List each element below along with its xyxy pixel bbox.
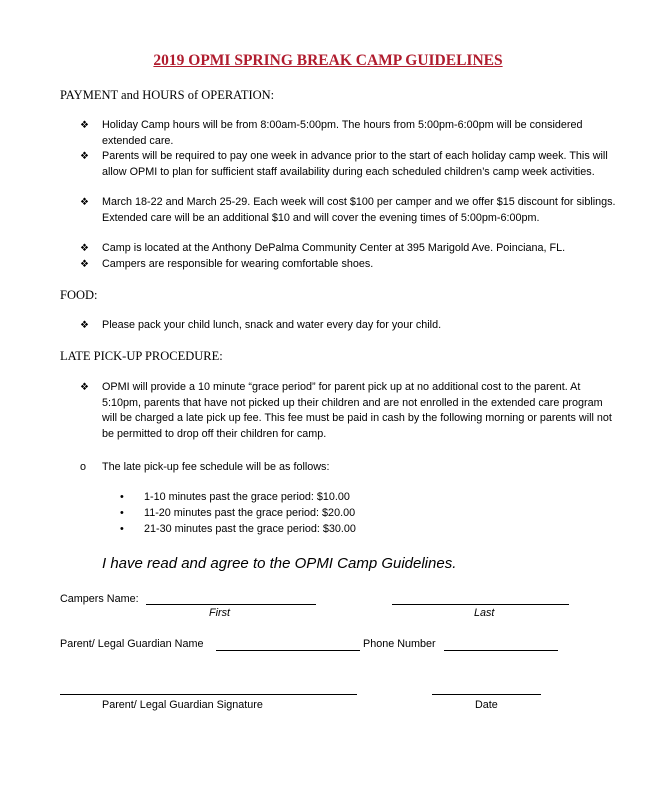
fee-item: • 11-20 minutes past the grace period: $20.00	[120, 506, 355, 522]
last-name-field[interactable]	[392, 604, 569, 605]
phone-number-field[interactable]	[444, 650, 558, 651]
diamond-bullet-icon: ❖	[80, 151, 89, 162]
section-heading-food: FOOD:	[60, 288, 98, 302]
last-caption: Last	[474, 607, 495, 619]
agreement-statement: I have read and agree to the OPMI Camp Guidelines.	[102, 555, 457, 572]
section-heading-late-pickup: LATE PICK-UP PROCEDURE:	[60, 349, 223, 363]
diamond-bullet-icon: ❖	[80, 259, 89, 270]
filled-circle-icon: •	[120, 523, 124, 535]
date-label: Date	[475, 699, 498, 711]
diamond-bullet-icon: ❖	[80, 197, 89, 208]
page-title: 2019 OPMI SPRING BREAK CAMP GUIDELINES	[153, 52, 503, 69]
filled-circle-icon: •	[120, 491, 124, 503]
fee-item: • 1-10 minutes past the grace period: $10.00	[120, 490, 350, 506]
list-item: ❖ Please pack your child lunch, snack and water every day for your child.	[80, 318, 620, 334]
fee-schedule-intro: o The late pick-up fee schedule will be as follows:	[80, 460, 329, 476]
phone-number-label: Phone Number	[363, 638, 436, 650]
diamond-bullet-icon: ❖	[80, 243, 89, 254]
list-item: ❖ Campers are responsible for wearing comfortable shoes.	[80, 257, 620, 273]
list-item: ❖ OPMI will provide a 10 minute “grace period” for parent pick up at no additional cost to the parent. At 5:10pm, parents that have not picked up their children and are not enrolled in the extended care program will be charged a late pick up fee. This fee must be paid in cash by the following morning or parents will not be permitted to drop off their children for camp.	[80, 380, 620, 442]
section-heading-payment: PAYMENT and HOURS of OPERATION:	[60, 88, 275, 102]
list-item: ❖ Parents will be required to pay one week in advance prior to the start of each holiday camp week. This will allow OPMI to plan for sufficient staff availability during each scheduled children’s camp week activities.	[80, 149, 620, 180]
hollow-circle-icon: o	[80, 461, 87, 473]
signature-field[interactable]	[60, 694, 357, 695]
first-caption: First	[209, 607, 230, 619]
signature-label: Parent/ Legal Guardian Signature	[102, 699, 263, 711]
campers-name-label: Campers Name:	[60, 593, 139, 605]
diamond-bullet-icon: ❖	[80, 382, 89, 393]
list-item: ❖ March 18-22 and March 25-29. Each week will cost $100 per camper and we offer $15 discount for siblings. Extended care will be an additional $10 and will cover the evening times of 5:00pm-6:00pm.	[80, 195, 620, 226]
filled-circle-icon: •	[120, 507, 124, 519]
diamond-bullet-icon: ❖	[80, 120, 89, 131]
list-item: ❖ Camp is located at the Anthony DePalma Community Center at 395 Marigold Ave. Poinciana, FL.	[80, 241, 620, 257]
guardian-name-label: Parent/ Legal Guardian Name	[60, 638, 204, 650]
diamond-bullet-icon: ❖	[80, 320, 89, 331]
list-item: ❖ Holiday Camp hours will be from 8:00am-5:00pm. The hours from 5:00pm-6:00pm will be considered extended care.	[80, 118, 620, 149]
fee-item: • 21-30 minutes past the grace period: $30.00	[120, 522, 356, 538]
first-name-field[interactable]	[146, 604, 316, 605]
guardian-name-field[interactable]	[216, 650, 360, 651]
date-field[interactable]	[432, 694, 541, 695]
